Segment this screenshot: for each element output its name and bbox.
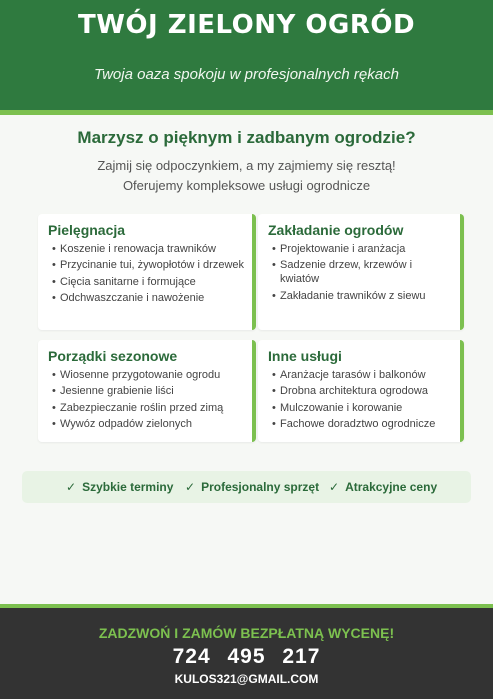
call-to-action: ZADZWOŃ I ZAMÓW BEZPŁATNĄ WYCENĘ! xyxy=(98,625,395,641)
intro-heading: Marzysz o pięknym i zadbanym ogrodzie? xyxy=(77,128,416,147)
service-card-other xyxy=(258,340,464,442)
service-list xyxy=(272,242,454,305)
list-item: • Sadzenie drzew, krzewów i kwiatów xyxy=(272,258,454,286)
list-item: • Wiosenne przygotowanie ogrodu xyxy=(52,368,246,382)
list-item: • Zabezpieczanie roślin przed zimą xyxy=(52,401,246,415)
features-bar xyxy=(22,471,471,503)
list-item: • Jesienne grabienie liści xyxy=(52,384,246,398)
page-title: TWÓJ ZIELONY OGRÓD xyxy=(77,10,416,40)
list-item: • Odchwaszczanie i nawożenie xyxy=(52,291,246,305)
list-item: • Aranżacje tarasów i balkonów xyxy=(272,368,454,382)
list-item: • Koszenie i renowacja trawników xyxy=(52,242,246,256)
list-item: • Mulczowanie i korowanie xyxy=(272,401,454,415)
service-list xyxy=(52,242,246,307)
service-card-title: Porządki sezonowe xyxy=(48,348,178,364)
checkmark-icon: ✓ xyxy=(185,480,196,494)
list-item: • Przycinanie tui, żywopłotów i drzewek xyxy=(52,258,246,272)
list-item: • Wywóz odpadów zielonych xyxy=(52,417,246,431)
contact-footer xyxy=(0,608,493,699)
page-subtitle: Twoja oaza spokoju w profesjonalnych rękach xyxy=(94,66,399,83)
intro-line-2: Oferujemy kompleksowe usługi ogrodnicze xyxy=(122,178,371,193)
service-card-seasonal xyxy=(38,340,256,442)
service-card-title: Inne usługi xyxy=(268,348,342,364)
feature-pro-equipment: ✓ Profesjonalny sprzęt xyxy=(185,480,320,494)
service-card-garden-setup xyxy=(258,214,464,330)
phone-number: 724 495 217 xyxy=(172,645,321,668)
header-accent-strip xyxy=(0,110,493,115)
service-list xyxy=(272,368,454,433)
service-card-title: Pielęgnacja xyxy=(48,222,126,238)
list-item: • Zakładanie trawników z siewu xyxy=(272,289,454,303)
service-card-care xyxy=(38,214,256,330)
checkmark-icon: ✓ xyxy=(329,480,340,494)
list-item: • Projektowanie i aranżacja xyxy=(272,242,454,256)
checkmark-icon: ✓ xyxy=(66,480,77,494)
list-item: • Fachowe doradztwo ogrodnicze xyxy=(272,417,454,431)
list-item: • Drobna architektura ogrodowa xyxy=(272,384,454,398)
intro-line-1: Zajmij się odpoczynkiem, a my zajmiemy się resztą! xyxy=(97,158,396,173)
header-banner xyxy=(0,0,493,110)
service-card-title: Zakładanie ogrodów xyxy=(268,222,404,238)
feature-fast-terms: ✓ Szybkie terminy xyxy=(66,480,174,494)
list-item: • Cięcia sanitarne i formujące xyxy=(52,275,246,289)
email-address: KULOS321@GMAIL.COM xyxy=(174,672,319,686)
feature-good-prices: ✓ Atrakcyjne ceny xyxy=(329,480,438,494)
service-list xyxy=(52,368,246,433)
